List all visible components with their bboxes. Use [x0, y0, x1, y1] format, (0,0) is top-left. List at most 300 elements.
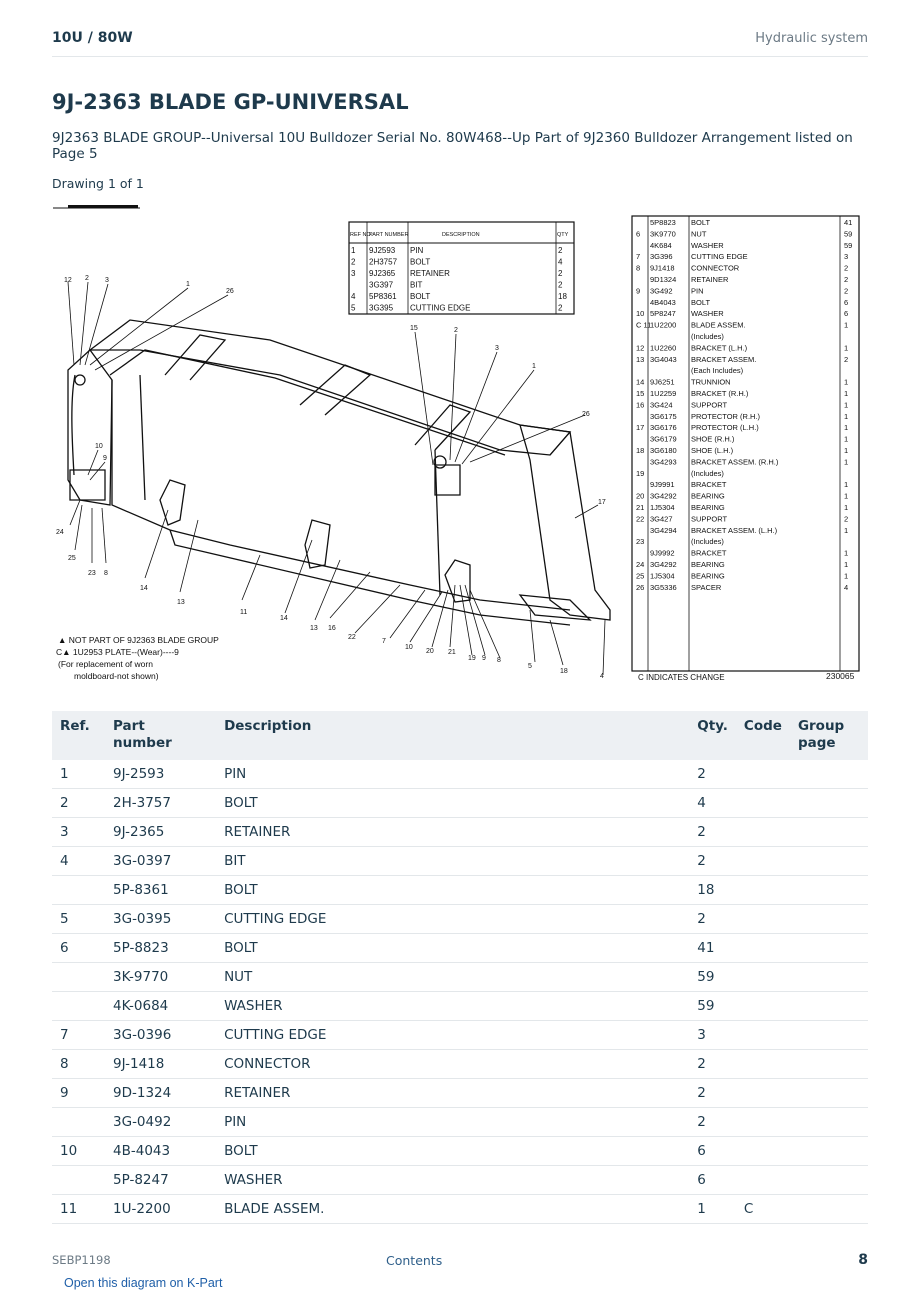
- cell-description: RETAINER: [216, 1079, 689, 1108]
- cell-ref: 1: [52, 760, 105, 789]
- big-table-cell: 3: [844, 252, 849, 262]
- big-table-cell: 8: [636, 263, 641, 273]
- big-table-cell: 1: [844, 446, 849, 455]
- big-table-cell: SUPPORT: [691, 400, 728, 410]
- big-table-cell: 3G4293: [650, 457, 677, 467]
- big-table-cell: 2: [844, 275, 849, 284]
- big-table-cell: 41: [844, 218, 853, 227]
- big-table-cell: 18: [636, 446, 645, 455]
- callout-number: 13: [177, 599, 185, 606]
- parts-table-header: [52, 711, 868, 760]
- cell-ref: 2: [52, 789, 105, 818]
- callout-number: 1: [186, 281, 190, 288]
- cell-part-number: 4B-4043: [105, 1137, 216, 1166]
- cell-part-number: 9J-1418: [105, 1050, 216, 1079]
- big-table-cell: 2: [844, 514, 849, 524]
- big-table-cell: 10: [636, 309, 645, 319]
- small-table-cell: CUTTING EDGE: [410, 303, 471, 313]
- big-table-cell: 1U2260: [650, 343, 677, 353]
- table-row: [52, 992, 868, 1021]
- cell-code: [736, 818, 790, 847]
- table-row: [52, 760, 868, 789]
- big-table-cell: 59: [844, 240, 853, 250]
- cell-group-page: [790, 789, 868, 818]
- cell-description: BOLT: [216, 876, 689, 905]
- small-table-cell: 4: [351, 292, 356, 301]
- cell-part-number: 5P-8247: [105, 1166, 216, 1195]
- callout-number: 4: [600, 673, 604, 680]
- cell-group-page: [790, 1050, 868, 1079]
- big-table-cell: 1: [844, 423, 849, 433]
- table-row: [52, 963, 868, 992]
- cell-part-number: 5P-8361: [105, 876, 216, 905]
- table-row: [52, 1108, 868, 1137]
- big-table-cell: PROTECTOR (L.H.): [691, 423, 759, 433]
- cell-group-page: [790, 905, 868, 934]
- big-table-cell: 1: [844, 480, 849, 490]
- big-table-cell: BRACKET (R.H.): [691, 389, 749, 398]
- big-table-cell: SHOE (L.H.): [691, 446, 734, 455]
- cell-group-page: [790, 1195, 868, 1224]
- page-number: 8: [858, 1252, 868, 1268]
- big-table-cell: 3G4294: [650, 525, 677, 535]
- table-row: [52, 789, 868, 818]
- section-label: Hydraulic system: [755, 31, 868, 46]
- small-table-cell: 3G397: [369, 280, 394, 290]
- callout-leaders: [68, 282, 605, 675]
- cell-qty: 2: [689, 847, 736, 876]
- cell-qty: 6: [689, 1137, 736, 1166]
- callout-number: 18: [560, 668, 568, 675]
- note-line: moldboard-not shown): [74, 671, 159, 681]
- cell-qty: 3: [689, 1021, 736, 1050]
- small-table-header: REF NO.: [350, 232, 373, 238]
- cell-code: [736, 1021, 790, 1050]
- change-legend: C INDICATES CHANGE: [638, 673, 725, 682]
- big-table-cell: TRUNNION: [691, 377, 731, 387]
- cell-code: [736, 992, 790, 1021]
- cell-part-number: 3G-0397: [105, 847, 216, 876]
- cell-description: PIN: [216, 1108, 689, 1137]
- cell-part-number: 9J-2365: [105, 818, 216, 847]
- big-table-text: [636, 218, 852, 592]
- parts-table: [52, 711, 868, 1224]
- big-table-cell: BRACKET: [691, 480, 727, 490]
- big-table-cell: 3G6179: [650, 434, 677, 444]
- cell-part-number: 9D-1324: [105, 1079, 216, 1108]
- small-table-cell: 4: [558, 257, 563, 267]
- big-table-cell: 5P8247: [650, 309, 676, 319]
- small-table-cell: 9J2593: [369, 246, 396, 255]
- big-table-cell: 1: [844, 389, 849, 398]
- callout-number: 14: [280, 615, 288, 622]
- note-line: ▲ NOT PART OF 9J2363 BLADE GROUP: [58, 635, 219, 645]
- contents-link[interactable]: Contents: [386, 1253, 443, 1268]
- small-table-cell: BIT: [410, 280, 423, 290]
- cell-qty: 2: [689, 1108, 736, 1137]
- cell-ref: 3: [52, 818, 105, 847]
- cell-ref: [52, 876, 105, 905]
- callout-number: 21: [448, 649, 456, 656]
- big-table-cell: CONNECTOR: [691, 263, 740, 273]
- col-part-number: Part number: [105, 711, 216, 760]
- big-table-cell: 9J6251: [650, 377, 675, 387]
- big-table-cell: 20: [636, 491, 645, 501]
- small-table-cell: BOLT: [410, 257, 431, 267]
- cell-ref: 5: [52, 905, 105, 934]
- big-table-cell: 1: [844, 411, 849, 421]
- drawing-note: [56, 635, 219, 681]
- cell-group-page: [790, 934, 868, 963]
- big-table-cell: 9J1418: [650, 263, 675, 273]
- big-table-cell: 21: [636, 503, 645, 512]
- callout-number: 2: [85, 275, 89, 282]
- big-table-cell: RETAINER: [691, 275, 729, 284]
- callout-number: 22: [348, 634, 356, 641]
- callout-number: 10: [405, 644, 413, 651]
- cell-ref: [52, 1166, 105, 1195]
- blade-group-drawing: [50, 200, 870, 695]
- small-table-cell: 2H3757: [369, 257, 398, 267]
- small-table-cell: 2: [558, 280, 563, 290]
- cell-qty: 59: [689, 992, 736, 1021]
- big-table-cell: 3G6175: [650, 411, 677, 421]
- callout-number: 23: [88, 570, 96, 577]
- page-subtitle: 9J2363 BLADE GROUP--Universal 10U Bulldozer Serial No. 80W468--Up Part of 9J2360 Bulldozer Arrangement listed on Page 5: [52, 130, 853, 162]
- cell-description: BOLT: [216, 789, 689, 818]
- drawing-number: 230065: [826, 671, 855, 681]
- big-table-cell: 3G6180: [650, 446, 677, 455]
- blade-line-art: [68, 320, 610, 625]
- small-table-cell: RETAINER: [410, 269, 450, 278]
- big-table-cell: 3G5336: [650, 582, 677, 592]
- note-line: (For replacement of worn: [58, 659, 153, 669]
- cell-group-page: [790, 992, 868, 1021]
- big-table-cell: 1: [844, 400, 849, 410]
- big-table-cell: 2: [844, 263, 849, 273]
- cell-description: WASHER: [216, 992, 689, 1021]
- small-table-cell: BOLT: [410, 292, 431, 301]
- cell-ref: 11: [52, 1195, 105, 1224]
- callout-number: 3: [495, 345, 499, 352]
- cell-code: [736, 876, 790, 905]
- big-table-cell: 1: [844, 377, 849, 387]
- callout-number: 3: [105, 277, 109, 284]
- callout-number: 17: [598, 499, 606, 506]
- callout-number: 19: [468, 655, 476, 662]
- cell-description: CUTTING EDGE: [216, 905, 689, 934]
- big-table-cell: 1U2259: [650, 389, 677, 398]
- small-table-cell: 2: [558, 269, 563, 278]
- cell-ref: 4: [52, 847, 105, 876]
- big-table-cell: 26: [636, 582, 645, 592]
- cell-qty: 2: [689, 760, 736, 789]
- big-table-cell: BOLT: [691, 297, 711, 307]
- col-code: Code: [736, 711, 790, 760]
- big-table-cell: WASHER: [691, 240, 724, 250]
- small-table-cell: 5: [351, 303, 356, 313]
- cell-description: CONNECTOR: [216, 1050, 689, 1079]
- big-table-cell: 1: [844, 571, 849, 581]
- table-row: [52, 1137, 868, 1166]
- cell-code: [736, 1050, 790, 1079]
- big-table-cell: 3G492: [650, 286, 673, 296]
- cell-ref: 10: [52, 1137, 105, 1166]
- big-table-cell: PROTECTOR (R.H.): [691, 411, 761, 421]
- big-table-cell: BEARING: [691, 560, 725, 569]
- small-table-text: [350, 232, 569, 313]
- big-table-cell: 1: [844, 434, 849, 444]
- cell-ref: 9: [52, 1079, 105, 1108]
- big-table-cell: 1J5304: [650, 571, 675, 581]
- cell-description: CUTTING EDGE: [216, 1021, 689, 1050]
- big-table-cell: 3G396: [650, 252, 673, 262]
- big-table-cell: SHOE (R.H.): [691, 434, 735, 444]
- open-diagram-link[interactable]: Open this diagram on K-Part: [64, 1276, 223, 1290]
- cell-part-number: 5P-8823: [105, 934, 216, 963]
- table-row: [52, 1079, 868, 1108]
- big-table-cell: SPACER: [691, 582, 722, 592]
- cell-group-page: [790, 963, 868, 992]
- cell-ref: [52, 963, 105, 992]
- callout-number: 1: [532, 363, 536, 370]
- small-table-cell: 3G395: [369, 303, 394, 313]
- callout-number: 25: [68, 555, 76, 562]
- small-table-cell: 9J2365: [369, 269, 396, 278]
- cell-ref: 8: [52, 1050, 105, 1079]
- small-table-header: QTY: [557, 232, 569, 238]
- cell-code: [736, 1079, 790, 1108]
- big-table-cell: 1: [844, 548, 849, 558]
- big-table-cell: 4K684: [650, 240, 672, 250]
- big-table-cell: BEARING: [691, 571, 725, 581]
- big-table-cell: 1J5304: [650, 503, 675, 512]
- small-table-cell: 2: [351, 257, 356, 267]
- cell-group-page: [790, 1079, 868, 1108]
- cell-group-page: [790, 847, 868, 876]
- cell-qty: 41: [689, 934, 736, 963]
- drawing-count: Drawing 1 of 1: [52, 176, 144, 191]
- cell-part-number: 3K-9770: [105, 963, 216, 992]
- page-header: [52, 28, 868, 57]
- cell-code: [736, 847, 790, 876]
- cell-group-page: [790, 1021, 868, 1050]
- small-table-cell: 2: [558, 303, 563, 313]
- big-table-cell: BRACKET ASSEM.: [691, 354, 757, 364]
- col-description: Description: [216, 711, 689, 760]
- table-row: [52, 876, 868, 905]
- big-table-cell: BOLT: [691, 218, 711, 227]
- cell-qty: 6: [689, 1166, 736, 1195]
- big-table-cell: PIN: [691, 286, 704, 296]
- note-line: C▲ 1U2953 PLATE--(Wear)----9: [56, 647, 179, 657]
- big-table-cell: 15: [636, 389, 645, 398]
- callout-number: 7: [382, 638, 386, 645]
- big-table-cell: 3G427: [650, 514, 673, 524]
- cell-code: [736, 789, 790, 818]
- big-table-cell: 3G4292: [650, 491, 677, 501]
- small-table-cell: PIN: [410, 246, 424, 255]
- parts-diagram: [50, 200, 870, 695]
- big-table-cell: 22: [636, 514, 645, 524]
- cell-code: [736, 963, 790, 992]
- big-table-cell: 3G6176: [650, 423, 677, 433]
- col-qty: Qty.: [689, 711, 736, 760]
- big-table-cell: 9: [636, 286, 641, 296]
- cell-group-page: [790, 818, 868, 847]
- table-row: [52, 847, 868, 876]
- cell-part-number: 3G-0492: [105, 1108, 216, 1137]
- big-table-cell: 1: [844, 457, 849, 467]
- big-table-cell: (Includes): [691, 537, 724, 547]
- cell-qty: 59: [689, 963, 736, 992]
- big-table-cell: 1: [844, 560, 849, 569]
- cell-qty: 2: [689, 818, 736, 847]
- cell-part-number: 3G-0396: [105, 1021, 216, 1050]
- big-table-cell: 4B4043: [650, 297, 676, 307]
- cell-part-number: 1U-2200: [105, 1195, 216, 1224]
- big-table-cell: BRACKET ASSEM. (L.H.): [691, 525, 778, 535]
- small-table-header: DESCRIPTION: [442, 232, 480, 238]
- big-table-cell: 7: [636, 252, 641, 262]
- table-row: [52, 934, 868, 963]
- page-title: 9J-2363 BLADE GP-UNIVERSAL: [52, 90, 409, 114]
- big-table-cell: 1: [844, 525, 849, 535]
- table-row: [52, 818, 868, 847]
- big-table-cell: 16: [636, 400, 645, 410]
- cell-code: [736, 1108, 790, 1137]
- big-table-cell: 3G424: [650, 400, 673, 410]
- big-table-cell: BEARING: [691, 503, 725, 512]
- big-table-cell: 24: [636, 560, 645, 569]
- big-table-cell: WASHER: [691, 309, 724, 319]
- big-table-cell: C 11: [636, 320, 652, 330]
- col-ref: Ref.: [52, 711, 105, 760]
- small-table-header: PART NUMBER: [369, 232, 409, 238]
- cell-description: PIN: [216, 760, 689, 789]
- big-table-cell: 1: [844, 503, 849, 512]
- model-label: 10U / 80W: [52, 30, 133, 46]
- cell-qty: 18: [689, 876, 736, 905]
- big-table-cell: CUTTING EDGE: [691, 252, 748, 262]
- big-table-cell: 17: [636, 423, 645, 433]
- cell-group-page: [790, 1108, 868, 1137]
- big-table-cell: 6: [636, 229, 641, 239]
- big-table-cell: 6: [844, 297, 849, 307]
- big-table-cell: (Each Includes): [691, 366, 744, 376]
- table-row: [52, 1166, 868, 1195]
- callout-number: 26: [226, 288, 234, 295]
- callout-number: 9: [482, 655, 486, 662]
- cell-qty: 4: [689, 789, 736, 818]
- cell-ref: 6: [52, 934, 105, 963]
- callout-number: 14: [140, 585, 148, 592]
- big-table-cell: 1U2200: [650, 320, 677, 330]
- callout-number: 13: [310, 625, 318, 632]
- big-table-cell: 59: [844, 229, 853, 239]
- big-table-cell: 1: [844, 343, 849, 353]
- cell-description: RETAINER: [216, 818, 689, 847]
- callout-number: 2: [454, 327, 458, 334]
- document-id: SEBP1198: [52, 1253, 111, 1267]
- cell-group-page: [790, 876, 868, 905]
- small-table-cell: 18: [558, 292, 567, 301]
- big-table-cell: 2: [844, 286, 849, 296]
- cell-part-number: 3G-0395: [105, 905, 216, 934]
- table-row: [52, 1195, 868, 1224]
- big-table-cell: 3G4043: [650, 354, 677, 364]
- callout-number: 8: [104, 570, 108, 577]
- cell-qty: 2: [689, 905, 736, 934]
- cell-code: [736, 934, 790, 963]
- big-table-cell: 9D1324: [650, 275, 677, 284]
- col-group-page: Group page: [790, 711, 868, 760]
- big-table-cell: (Includes): [691, 332, 724, 341]
- page-footer: [52, 1253, 868, 1273]
- cell-description: NUT: [216, 963, 689, 992]
- callout-number: 16: [328, 625, 336, 632]
- big-table-cell: (Includes): [691, 468, 724, 478]
- cell-description: BIT: [216, 847, 689, 876]
- big-table-cell: 12: [636, 343, 645, 353]
- cell-part-number: 4K-0684: [105, 992, 216, 1021]
- cell-ref: [52, 1108, 105, 1137]
- cell-ref: [52, 992, 105, 1021]
- cell-code: [736, 1137, 790, 1166]
- big-table-cell: 3G4292: [650, 560, 677, 569]
- callout-number: 11: [240, 609, 248, 616]
- big-table-cell: 1: [844, 491, 849, 501]
- cell-group-page: [790, 1137, 868, 1166]
- big-table-cell: 9J9991: [650, 480, 675, 490]
- cell-code: [736, 760, 790, 789]
- cell-qty: 2: [689, 1079, 736, 1108]
- callout-number: 12: [64, 277, 72, 284]
- big-table-cell: 23: [636, 537, 645, 547]
- big-table-cell: 3K9770: [650, 229, 676, 239]
- small-table-cell: 5P8361: [369, 292, 397, 301]
- big-table-cell: BEARING: [691, 491, 725, 501]
- cell-group-page: [790, 760, 868, 789]
- callout-number: 15: [410, 325, 418, 332]
- cell-qty: 2: [689, 1050, 736, 1079]
- table-row: [52, 905, 868, 934]
- callout-number: 10: [95, 443, 103, 450]
- table-row: [52, 1050, 868, 1079]
- big-table-cell: 1: [844, 320, 849, 330]
- big-table-cell: 6: [844, 309, 849, 319]
- big-table-cell: BRACKET (L.H.): [691, 343, 748, 353]
- small-table-cell: 2: [558, 246, 563, 255]
- callout-number: 26: [582, 411, 590, 418]
- big-table-cell: 4: [844, 582, 849, 592]
- big-table-cell: 2: [844, 354, 849, 364]
- big-table-cell: BLADE ASSEM.: [691, 320, 746, 330]
- callout-number: 24: [56, 529, 64, 536]
- big-table-cell: 13: [636, 354, 645, 364]
- table-row: [52, 1021, 868, 1050]
- cell-ref: 7: [52, 1021, 105, 1050]
- big-table-cell: BRACKET: [691, 548, 727, 558]
- cell-description: WASHER: [216, 1166, 689, 1195]
- big-table-cell: BRACKET ASSEM. (R.H.): [691, 457, 779, 467]
- cell-description: BOLT: [216, 934, 689, 963]
- big-table-cell: 25: [636, 571, 645, 581]
- cell-code: C: [736, 1195, 790, 1224]
- big-table-cell: 5P8823: [650, 218, 676, 227]
- big-table-cell: NUT: [691, 229, 707, 239]
- callout-number: 5: [528, 663, 532, 670]
